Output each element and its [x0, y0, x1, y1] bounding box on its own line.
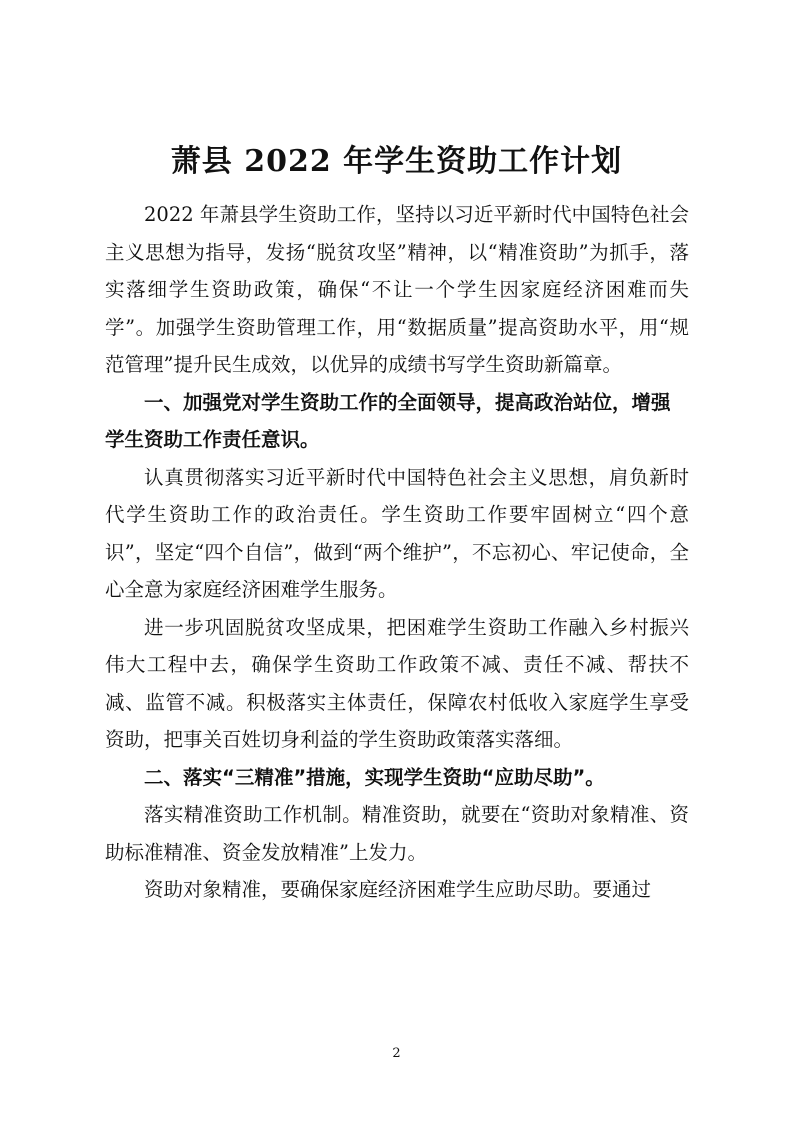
section-heading-2: 二、落实“三精准”措施，实现学生资助“应助尽助”。	[144, 765, 605, 789]
page-number: 2	[392, 1046, 401, 1061]
paragraph-precise-targets: 资助对象精准，要确保家庭经济困难学生应助尽助。要通过	[144, 878, 652, 901]
paragraph-intro: 2022 年萧县学生资助工作，坚持以习近平新时代中国特色社会主义思想为指导，发扬“脱贫攻坚”精神，以“精准资助”为抓手，落实落细学生资助政策，确保“不让一个学生因家庭经济困难而失学”。加强学生资助管理工作，用“数据质量”提高资助水平，用“规范管理”提升民生成效，以优异的成绩书写学生资助新篇章。	[105, 203, 689, 376]
paragraph-precise-mechanism: 落实精准资助工作机制。精准资助，就要在“资助对象精准、资助标准精准、资金发放精准”上发力。	[105, 803, 689, 864]
document-body	[105, 196, 689, 909]
document-title: 萧县 2022 年学生资助工作计划	[170, 144, 623, 179]
paragraph-political-responsibility: 认真贯彻落实习近平新时代中国特色社会主义思想，肩负新时代学生资助工作的政治责任。学生资助工作要牢固树立“四个意识”，坚定“四个自信”，做到“两个维护”，不忘初心、牢记使命，全心全意为家庭经济困难学生服务。	[105, 465, 689, 601]
section-heading-1: 一、加强党对学生资助工作的全面领导，提高政治站位，增强学生资助工作责任意识。	[105, 390, 671, 451]
paragraph-consolidate-results: 进一步巩固脱贫攻坚成果，把困难学生资助工作融入乡村振兴伟大工程中去，确保学生资助工作政策不减、责任不减、帮扶不减、监管不减。积极落实主体责任，保障农村低收入家庭学生享受资助，把事关百姓切身利益的学生资助政策落实落细。	[105, 615, 689, 751]
